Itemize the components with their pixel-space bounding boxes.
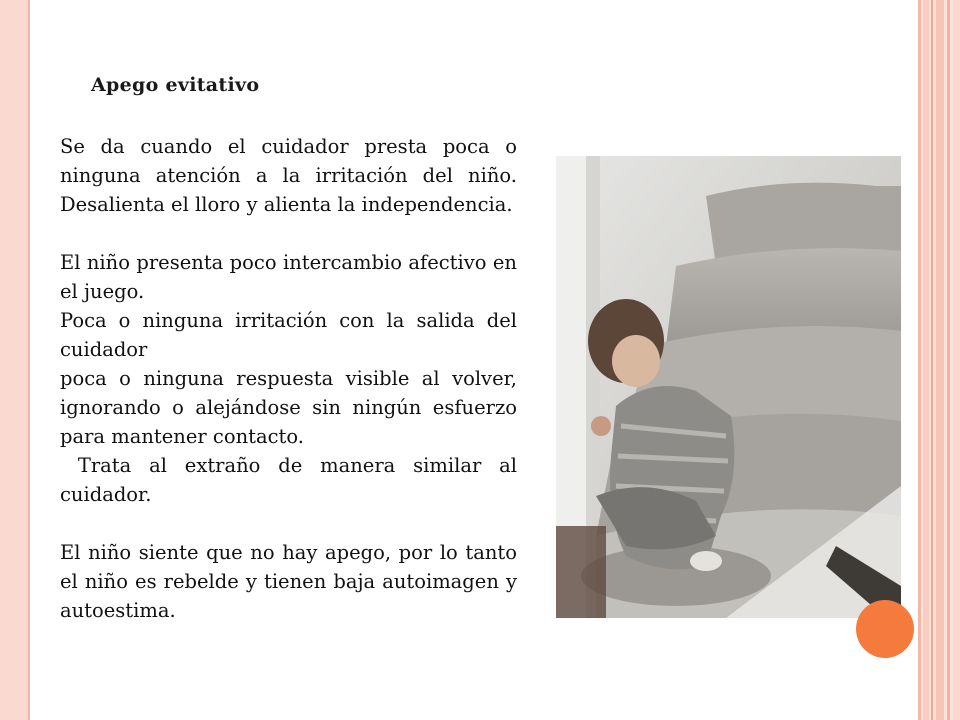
border-stripe	[931, 0, 933, 720]
paragraph-conclusion: El niño siente que no hay apego, por lo tanto el niño es rebelde y tienen baja autoimagen y autoestima.	[60, 541, 517, 622]
border-stripe	[947, 0, 950, 720]
border-stripe	[936, 0, 944, 720]
slide-body	[60, 132, 524, 625]
border-stripe	[923, 0, 929, 720]
paragraph-departure: Poca o ninguna irritación con la salida del cuidador	[60, 309, 517, 361]
border-stripe	[953, 0, 960, 720]
border-stripe	[918, 0, 921, 720]
orange-circle-decoration	[856, 600, 914, 658]
slide-title: Apego evitativo	[91, 74, 260, 96]
paragraph-stranger: Trata al extraño de manera similar al cuidador.	[60, 454, 524, 506]
paragraph-affective: El niño presenta poco intercambio afectivo en el juego.	[60, 251, 517, 303]
child-on-stairs-photo	[556, 156, 901, 618]
paragraph-return: poca o ninguna respuesta visible al volver, ignorando o alejándose sin ningún esfuerzo para mantener contacto.	[60, 367, 517, 448]
left-border-decoration	[0, 0, 30, 720]
paragraph-definition: Se da cuando el cuidador presta poca o ninguna atención a la irritación del niño. Desalienta el lloro y alienta la independencia.	[60, 135, 517, 216]
